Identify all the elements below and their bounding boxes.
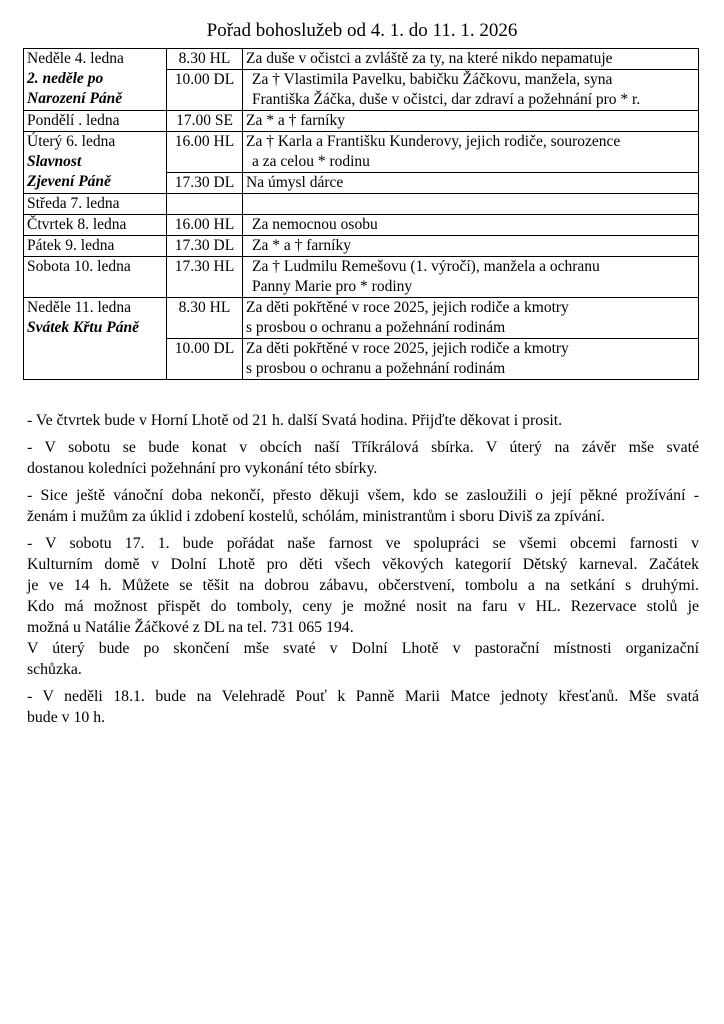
intention-line: Františka Žáčka, duše v očistci, dar zdraví a požehnání pro * r. <box>252 91 641 108</box>
intention-line: Za nemocnou osobu <box>252 216 378 233</box>
intention-cell: Za * a † farníky <box>243 111 699 132</box>
time-cell: 17.00 SE <box>167 111 243 132</box>
table-row <box>24 257 699 298</box>
announcement-line: bude v 10 h. <box>27 709 106 726</box>
time-cell: 8.30 HL <box>167 298 243 339</box>
feast-label: Narození Páně <box>27 90 123 107</box>
day-label: Úterý 6. ledna <box>27 133 116 150</box>
intention-cell <box>243 215 699 236</box>
announcement-line: možná u Natálie Žáčkové z DL na tel. 731 065 194. <box>27 619 354 636</box>
day-cell: Středa 7. ledna <box>24 194 167 215</box>
announcement <box>27 533 699 638</box>
intention-line: Za děti pokřtěné v roce 2025, jejich rodiče a kmotry <box>246 340 569 357</box>
announcement-line: V úterý bude po skončení mše svaté v Dolní Lhotě v pastorační místnosti organizační <box>27 640 699 657</box>
announcement-line: - Sice ještě vánoční doba nekončí, přesto děkuji všem, kdo se zasloužili o její pěkné prožívání - <box>27 487 699 504</box>
announcement-line: - Ve čtvrtek bude v Horní Lhotě od 21 h. další Svatá hodina. Přijďte děkovat i prosit. <box>27 412 563 429</box>
time-cell: 16.00 HL <box>167 132 243 173</box>
time-cell: 8.30 HL <box>167 49 243 70</box>
day-cell <box>24 298 167 380</box>
announcements <box>27 410 699 734</box>
announcement-line: - V sobotu 17. 1. bude pořádat naše farnost ve spolupráci se všemi obcemi farnosti v <box>27 535 699 552</box>
announcement-line: je ve 14 h. Můžete se těšit na dobrou zábavu, občerstvení, tombolu a na setkání s druhými. <box>27 577 699 594</box>
table-row <box>24 298 699 339</box>
table-row <box>24 236 699 257</box>
announcement-line: Kdo má možnost přispět do tomboly, ceny je možné nosit na faru v HL. Rezervace stolů je <box>27 598 699 615</box>
feast-label: Svátek Křtu Páně <box>27 319 139 336</box>
intention-cell <box>243 257 699 298</box>
table-row <box>24 215 699 236</box>
table-row <box>24 132 699 173</box>
page-title: Pořad bohoslužeb od 4. 1. do 11. 1. 2026 <box>206 20 518 41</box>
intention-line: a za celou * rodinu <box>252 153 370 170</box>
intention-line: Za † Ludmilu Remešovu (1. výročí), manžela a ochranu <box>252 258 600 275</box>
day-cell: Pondělí . ledna <box>24 111 167 132</box>
intention-line: s prosbou o ochranu a požehnání rodinám <box>246 319 506 336</box>
time-cell: 17.30 DL <box>167 173 243 194</box>
announcement-line: - V neděli 18.1. bude na Velehradě Pouť k Panně Marii Matce jednoty křesťanů. Mše svatá <box>27 688 699 705</box>
intention-line: Za † Karla a Františku Kunderovy, jejich rodiče, sourozence <box>246 133 621 150</box>
table-row <box>24 194 699 215</box>
feast-label: Slavnost <box>27 153 82 170</box>
announcement <box>27 437 699 479</box>
feast-label: 2. neděle po <box>27 70 104 87</box>
time-cell: 10.00 DL <box>167 70 243 111</box>
time-cell: 17.30 HL <box>167 257 243 298</box>
intention-cell <box>243 49 699 70</box>
announcement <box>27 686 699 728</box>
intention-line: s prosbou o ochranu a požehnání rodinám <box>246 360 506 377</box>
day-label: Neděle 4. ledna <box>27 50 124 67</box>
intention-cell <box>243 132 699 173</box>
day-cell <box>24 49 167 111</box>
announcement-line: Kulturním domě v Dolní Lhotě pro děti všech věkových kategorií Dětský karneval. Začátek <box>27 556 699 573</box>
intention-line: Za † Vlastimila Pavelku, babičku Žáčkovu, manžela, syna <box>252 71 613 88</box>
table-row <box>24 49 699 70</box>
day-cell <box>24 132 167 194</box>
time-cell <box>167 194 243 215</box>
intention-cell <box>243 70 699 111</box>
intention-cell <box>243 339 699 380</box>
intention-cell: Na úmysl dárce <box>243 173 699 194</box>
announcement-line: - V sobotu se bude konat v obcích naší Tříkrálová sbírka. V úterý na závěr mše svaté <box>27 439 699 456</box>
intention-line: Za * a † farníky <box>252 237 351 254</box>
announcement-line: schůzka. <box>27 661 82 678</box>
feast-label: Zjevení Páně <box>27 173 111 190</box>
intention-line: Za duše v očistci a zvláště za ty, na které nikdo nepamatuje <box>246 50 613 67</box>
day-label: Neděle 11. ledna <box>27 299 132 316</box>
table-row <box>24 111 699 132</box>
announcement-line: dostanou koledníci požehnání pro vykonání této sbírky. <box>27 460 378 477</box>
announcement <box>27 638 699 680</box>
time-cell: 16.00 HL <box>167 215 243 236</box>
announcement <box>27 485 699 527</box>
day-cell: Sobota 10. ledna <box>24 257 167 298</box>
intention-line: Za děti pokřtěné v roce 2025, jejich rodiče a kmotry <box>246 299 569 316</box>
announcement-line: ženám i mužům za úklid i zdobení kostelů, schólám, ministrantům i sboru Diviš za zpívání. <box>27 508 605 525</box>
day-cell: Pátek 9. ledna <box>24 236 167 257</box>
time-cell: 10.00 DL <box>167 339 243 380</box>
intention-cell <box>243 236 699 257</box>
day-cell: Čtvrtek 8. ledna <box>24 215 167 236</box>
announcement <box>27 410 699 431</box>
intention-line: Panny Marie pro * rodiny <box>252 278 413 295</box>
intention-cell <box>243 194 699 215</box>
schedule-table <box>23 48 699 380</box>
time-cell: 17.30 DL <box>167 236 243 257</box>
intention-cell <box>243 298 699 339</box>
